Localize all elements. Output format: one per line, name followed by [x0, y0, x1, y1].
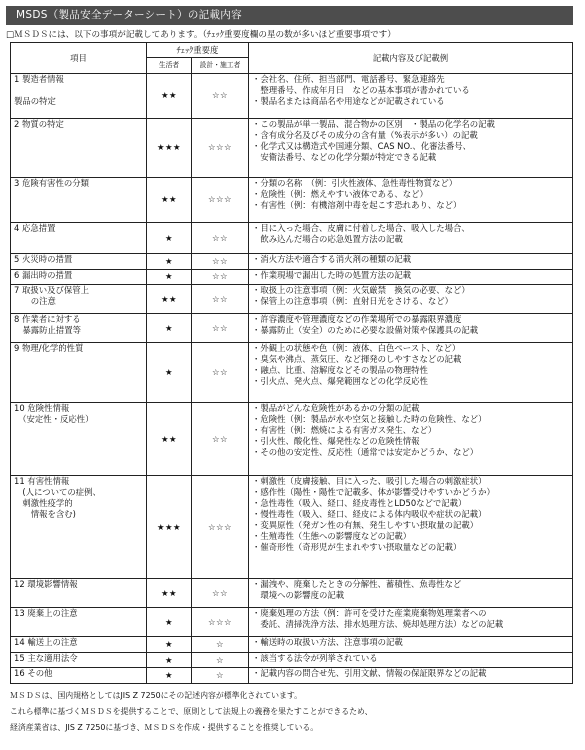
designer-rating: ☆: [192, 652, 249, 668]
item-line: 製品の特定: [14, 96, 56, 106]
table-row: [11, 652, 573, 668]
producer-rating: ★: [147, 343, 192, 403]
description-line: ・感作性（陽性・陽性で記載多、体が影響受けやすいかどうか）: [252, 486, 495, 497]
description-line: ・記載内容の問合せ先、引用文献、情報の保証限界などの記載: [252, 668, 487, 679]
description-cell: [249, 254, 573, 270]
item-cell: [11, 475, 147, 579]
designer-rating: ☆☆: [192, 269, 249, 285]
designer-rating: ☆: [192, 637, 249, 653]
producer-rating: ★: [147, 652, 192, 668]
description-line: ・分類の名称 （例：引火性液体、急性毒性物質など）: [252, 177, 458, 188]
table-row: [11, 285, 573, 314]
producer-rating: ★: [147, 608, 192, 637]
description-cell: [249, 223, 573, 254]
description-line: ・取扱上の注意事項（例：火気厳禁 換気の必要、など）: [252, 285, 470, 296]
description-cell: [249, 579, 573, 608]
designer-rating: ☆☆☆: [192, 177, 249, 223]
description-line: ・催奇形性（奇形児が生まれやすい摂取量などの記載）: [252, 541, 462, 552]
item-line: 14 輸送上の注意: [14, 637, 78, 648]
designer-rating: ☆☆: [192, 403, 249, 475]
description-cell: [249, 668, 573, 684]
item-line: (人についての症例、: [14, 486, 101, 497]
description-cell: [249, 74, 573, 119]
producer-rating: ★: [147, 254, 192, 270]
item-line: 15 主な適用法令: [14, 652, 78, 663]
description-cell: [249, 314, 573, 343]
producer-rating: ★: [147, 637, 192, 653]
intro-note: □ＭＳＤＳには、以下の事項が記載してあります。（ﾁｪｯｸ重要度欄の星の数が多いほど重要事項です）: [6, 30, 396, 40]
footer-notes: [10, 688, 575, 736]
description-line: ・化学式又は構造式や国連分類、CAS NO.、化審法番号、: [252, 140, 471, 151]
description-cell: [249, 269, 573, 285]
designer-rating: ☆☆: [192, 254, 249, 270]
item-line: 1 製造者情報: [14, 74, 64, 84]
header-description: 記載内容及び記載例: [249, 43, 573, 74]
item-line: 情報を含む): [14, 508, 76, 519]
footer-line: これら標準に基づくＭＳＤＳを提供することで、原則として法規上の義務を果たすことができるため、: [10, 707, 373, 716]
description-cell: [249, 608, 573, 637]
item-line: 5 火災時の措置: [14, 254, 73, 265]
description-line: ・生殖毒性（生態への影響度などの記載）: [252, 530, 412, 541]
description-cell: [249, 475, 573, 579]
item-line: 9 物理/化学的性質: [14, 343, 84, 354]
item-cell: [11, 608, 147, 637]
producer-rating: ★★: [147, 285, 192, 314]
item-line: 12 環境影響情報: [14, 579, 78, 590]
designer-rating: ☆☆: [192, 223, 249, 254]
designer-rating: ☆☆☆: [192, 475, 249, 579]
msds-table: [10, 42, 573, 684]
footer-line: ＭＳＤＳは、国内規格としてはJIS Z 7250にその記述内容が標準化されています。: [10, 691, 303, 700]
description-line: ・この製品が単一製品、混合物かの区別 ・製品の化学名の記載: [252, 118, 495, 129]
description-line: ・目に入った場合、皮膚に付着した場合、吸入した場合、: [252, 223, 470, 234]
producer-rating: ★: [147, 269, 192, 285]
item-cell: [11, 118, 147, 177]
designer-rating: ☆☆: [192, 285, 249, 314]
description-line: ・製品名または商品名や用途などが記載されている: [252, 96, 445, 106]
item-line: [14, 85, 143, 96]
description-line: 安衛法番号、などの化学分類が特定できる記載: [252, 151, 437, 162]
item-line: 10 危険性情報: [14, 403, 70, 414]
description-cell: [249, 177, 573, 223]
description-line: ・暴露防止（安全）のために必要な設備対策や保護具の記載: [252, 325, 479, 336]
item-line: 刺激性疫学的: [14, 497, 73, 508]
description-cell: [249, 637, 573, 653]
description-cell: [249, 118, 573, 177]
designer-rating: ☆☆☆: [192, 118, 249, 177]
description-line: ・臭気や沸点、蒸気圧、など揮発のしやすさなどの記載: [252, 354, 462, 365]
item-cell: [11, 652, 147, 668]
table-row: [11, 314, 573, 343]
item-line: 16 その他: [14, 668, 53, 679]
description-cell: [249, 652, 573, 668]
item-line: （安定性・反応性）: [14, 414, 94, 425]
item-line: 8 作業者に対する: [14, 314, 81, 325]
description-line: 飲み込んだ場合の応急処置方法の記載: [252, 234, 403, 245]
description-line: ・会社名、住所、担当部門、電話番号、緊急連絡先: [252, 74, 445, 84]
designer-rating: ☆☆: [192, 579, 249, 608]
item-line: 4 応急措置: [14, 223, 56, 234]
description-line: ・消火方法や適合する消火剤の種類の記載: [252, 254, 412, 265]
description-line: ・漏洩や、廃棄したときの分解性、蓄積性、魚毒性など: [252, 579, 462, 590]
description-line: ・その他の安定性、反応性（通常では安定かどうか、など）: [252, 447, 479, 458]
item-line: 3 危険有害性の分類: [14, 177, 89, 188]
table-row: [11, 403, 573, 475]
header-importance: ﾁｪｯｸ重要度: [147, 43, 249, 58]
producer-rating: ★★: [147, 177, 192, 223]
producer-rating: ★★: [147, 403, 192, 475]
item-cell: [11, 177, 147, 223]
designer-rating: ☆: [192, 668, 249, 684]
producer-rating: ★★★: [147, 118, 192, 177]
producer-rating: ★★: [147, 74, 192, 119]
header-item: 項目: [11, 43, 147, 74]
description-line: ・含有成分名及びその成分の含有量（%表示が多い）の記載: [252, 129, 478, 140]
item-line: 7 取扱い及び保管上: [14, 285, 89, 296]
designer-rating: ☆☆☆: [192, 608, 249, 637]
designer-rating: ☆☆: [192, 74, 249, 119]
description-line: ・危険性（例：燃えやすい液体である、など）: [252, 188, 428, 199]
description-line: ・融点、比重、溶解度などその製品の物理特性: [252, 365, 428, 376]
description-cell: [249, 343, 573, 403]
item-line: の注意: [14, 296, 56, 307]
table-row: [11, 177, 573, 223]
description-line: ・引火性、酸化性、爆発性などの危険性情報: [252, 436, 420, 447]
footer-line: 経済産業省は、JIS Z 7250に基づき、ＭＳＤＳを作成・提供することを推奨している。: [10, 723, 319, 732]
description-line: ・廃棄処理の方法（例：許可を受けた産業廃棄物処理業者への: [252, 608, 487, 619]
description-line: ・輸送時の取扱い方法、注意事項の記載: [252, 637, 403, 648]
table-row: [11, 668, 573, 684]
description-line: ・有害性（例：有機溶剤中毒を起こす恐れあり、など）: [252, 199, 462, 210]
description-line: ・危険性（例：製品が水や空気と接触した時の危険性、など）: [252, 414, 487, 425]
item-line: 11 有害性情報: [14, 475, 70, 486]
item-cell: [11, 254, 147, 270]
designer-rating: ☆☆: [192, 343, 249, 403]
producer-rating: ★★: [147, 579, 192, 608]
description-line: ・該当する法令が列挙されている: [252, 652, 378, 663]
description-line: 環境への影響度の記載: [252, 590, 345, 601]
description-cell: [249, 285, 573, 314]
item-cell: [11, 403, 147, 475]
producer-rating: ★★★: [147, 475, 192, 579]
table-row: [11, 269, 573, 285]
description-line: ・急性毒性（吸入、経口、経皮毒性とLD50などで記載）: [252, 497, 467, 508]
description-line: 整理番号、作成年月日 などの基本事項が書かれている: [252, 85, 470, 95]
description-line: ・慢性毒性（吸入、経口、経皮による体内吸収や症状の記載）: [252, 508, 487, 519]
item-cell: [11, 269, 147, 285]
item-line: 暴露防止措置等: [14, 325, 81, 336]
item-cell: [11, 579, 147, 608]
description-cell: [249, 403, 573, 475]
item-cell: [11, 314, 147, 343]
table-row: [11, 254, 573, 270]
item-cell: [11, 637, 147, 653]
item-cell: [11, 668, 147, 684]
item-cell: [11, 223, 147, 254]
description-line: ・変異原性（発ガン性の有無、発生しやすい摂取量の記載）: [252, 519, 479, 530]
description-line: ・作業現場で漏出した時の処置方法の記載: [252, 269, 412, 280]
table-row: [11, 475, 573, 579]
table-row: [11, 608, 573, 637]
table-row: [11, 118, 573, 177]
table-row: [11, 343, 573, 403]
description-line: ・許容濃度や管理濃度などの作業場所での暴露限界濃度: [252, 314, 462, 325]
producer-rating: ★: [147, 223, 192, 254]
item-line: 6 漏出時の措置: [14, 269, 73, 280]
description-line: ・刺激性（皮膚接触、目に入った、吸引した場合の刺激症状）: [252, 475, 487, 486]
item-cell: [11, 343, 147, 403]
table-row: [11, 74, 573, 119]
item-line: 13 廃棄上の注意: [14, 608, 78, 619]
description-line: ・製品がどんな危険性があるかの分類の記載: [252, 403, 420, 414]
header-designer: 設計・施工者: [192, 58, 249, 74]
table-row: [11, 579, 573, 608]
producer-rating: ★: [147, 668, 192, 684]
description-line: ・有害性（例：燃焼による有害ガス発生、など）: [252, 425, 437, 436]
table-row: [11, 637, 573, 653]
producer-rating: ★: [147, 314, 192, 343]
item-line: 2 物質の特定: [14, 118, 64, 129]
description-line: ・外観上の状態や色（例：液体、白色ペースト、など）: [252, 343, 461, 354]
description-line: ・保管上の注意事項（例：直射日光をさける、など）: [252, 296, 453, 307]
item-cell: [11, 285, 147, 314]
description-line: ・引火点、発火点、爆発範囲などの化学反応性: [252, 376, 428, 387]
description-line: 委託、清掃洗浄方法、排水処理方法、焼却処理方法）などの記載: [252, 619, 504, 630]
item-cell: [11, 74, 147, 119]
page-title: MSDS（製品安全データーシート）の記載内容: [6, 6, 573, 25]
table-row: [11, 223, 573, 254]
designer-rating: ☆☆: [192, 314, 249, 343]
header-producer: 生活者: [147, 58, 192, 74]
